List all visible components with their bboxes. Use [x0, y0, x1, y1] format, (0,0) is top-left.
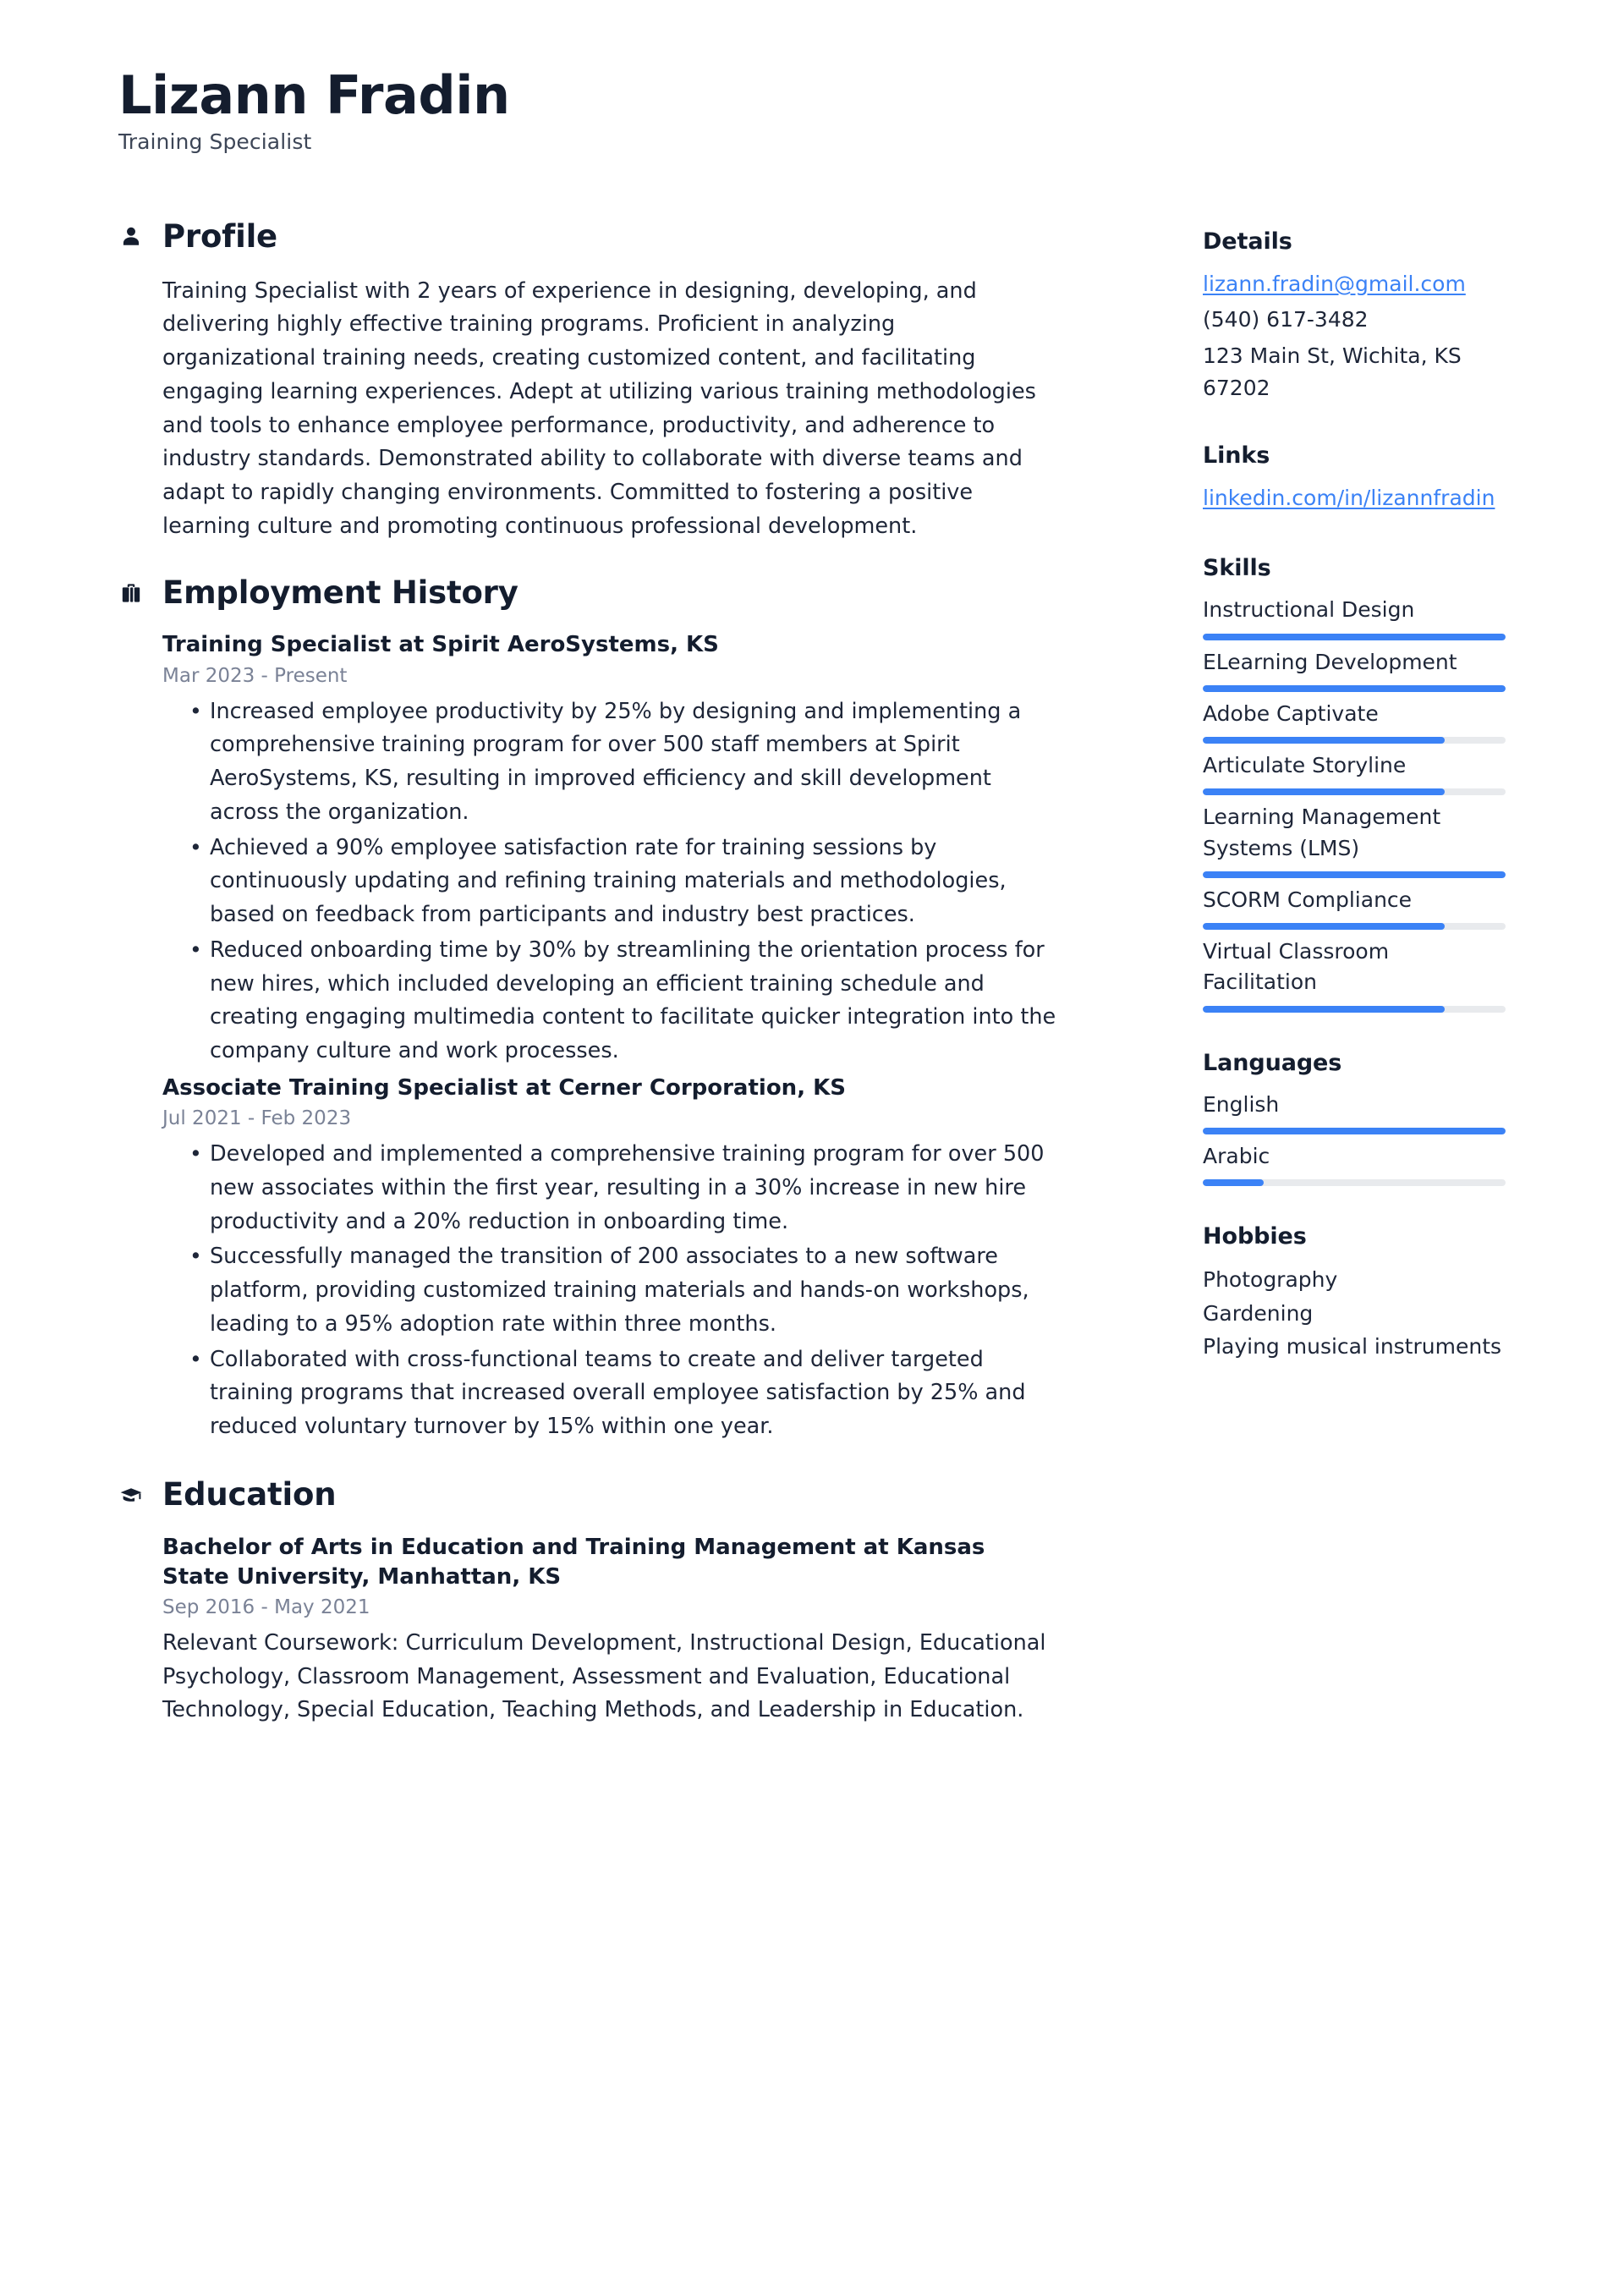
sidebar-languages-block	[1203, 1050, 1506, 1187]
skill-level-fill	[1203, 634, 1506, 640]
sidebar-skills-heading: Skills	[1203, 555, 1271, 582]
employment-entry	[162, 630, 1057, 1068]
skill-label: Instructional Design	[1203, 597, 1415, 623]
address-text: 123 Main St, Wichita, KS 67202	[1203, 343, 1462, 401]
language-label: English	[1203, 1091, 1280, 1117]
sidebar	[1203, 220, 1506, 1401]
section-profile-body	[118, 275, 1057, 544]
employment-entry-title: Associate Training Specialist at Cerner Corporation, KS	[162, 1074, 846, 1101]
section-education-title: Education	[162, 1475, 337, 1513]
language-item	[1203, 1090, 1506, 1134]
bullet-item: • Increased employee productivity by 25% by designing and implementing a comprehensive training program for over 500 staff members at Spirit AeroSystems, KS, resulting in improved efficiency and skill development across the organization.	[162, 695, 1057, 830]
sidebar-skills-block	[1203, 555, 1506, 1012]
education-entry-title: Bachelor of Arts in Education and Training Management at Kansas State University, Manhattan, KS	[162, 1534, 985, 1590]
bullet-item: • Reduced onboarding time by 30% by streamlining the orientation process for new hires, which included developing an efficient training schedule and creating engaging multimedia content to facilitate quicker integration into the company culture and work processes.	[162, 934, 1057, 1068]
language-level-fill	[1203, 1179, 1264, 1186]
skill-level-track	[1203, 788, 1506, 795]
bullet-item: • Developed and implemented a comprehensive training program for over 500 new associates within the first year, resulting in a 30% increase in new hire productivity and a 20% reduction in onboarding time.	[162, 1138, 1057, 1239]
skill-item	[1203, 885, 1506, 930]
skill-item	[1203, 699, 1506, 744]
language-level-track	[1203, 1179, 1506, 1186]
bullet-item: • Collaborated with cross-functional teams to create and deliver targeted training programs that increased overall employee satisfaction by 25% and reduced voluntary turnover by 15% within one year.	[162, 1343, 1057, 1444]
skill-level-track	[1203, 923, 1506, 930]
employment-entry-title: Training Specialist at Spirit AeroSystems, KS	[162, 632, 719, 658]
education-entry-description: Relevant Coursework: Curriculum Development, Instructional Design, Educational Psychology, Classroom Management, Assessment and Evaluation, Educational Technology, Special Education, Teaching Methods, and Leadership in Education.	[162, 1629, 1046, 1723]
section-employment-header	[118, 576, 1057, 611]
bullet-item: • Achieved a 90% employee satisfaction rate for training sessions by continuously updating and refining training materials and methodologies, based on feedback from participants and industry best practices.	[162, 832, 1057, 932]
education-entry-date: Sep 2016 - May 2021	[162, 1596, 370, 1618]
section-employment-body	[118, 630, 1057, 1444]
skill-level-track	[1203, 685, 1506, 692]
section-profile-header	[118, 217, 1057, 255]
skill-item	[1203, 750, 1506, 795]
skill-label: Learning Management Systems (LMS)	[1203, 805, 1441, 860]
skill-label: Articulate Storyline	[1203, 753, 1407, 778]
employment-entry-bullets	[162, 695, 1057, 1068]
skill-level-fill	[1203, 685, 1506, 692]
language-level-fill	[1203, 1128, 1506, 1134]
skill-level-track	[1203, 871, 1506, 878]
section-employment-title: Employment History	[162, 574, 518, 611]
skill-label: SCORM Compliance	[1203, 887, 1413, 912]
candidate-name: Lizann Fradin	[118, 64, 510, 126]
employment-entry-date: Jul 2021 - Feb 2023	[162, 1107, 352, 1130]
employment-entry-bullets	[162, 1138, 1057, 1444]
skill-level-fill	[1203, 788, 1445, 795]
hobby-item: Photography	[1203, 1267, 1338, 1293]
phone-text: (540) 617-3482	[1203, 307, 1369, 332]
skill-level-fill	[1203, 871, 1506, 878]
graduation-cap-icon	[118, 1481, 144, 1508]
resume-body	[118, 217, 1506, 1731]
skill-item	[1203, 647, 1506, 692]
education-entry	[162, 1533, 1057, 1727]
skill-level-fill	[1203, 1006, 1445, 1013]
sidebar-links-heading: Links	[1203, 442, 1270, 469]
skill-label: Adobe Captivate	[1203, 700, 1379, 726]
person-icon	[118, 223, 144, 250]
skill-level-fill	[1203, 737, 1445, 744]
skill-label: Virtual Classroom Facilitation	[1203, 939, 1390, 995]
sidebar-hobbies-block	[1203, 1223, 1506, 1364]
skill-item	[1203, 595, 1506, 640]
language-item	[1203, 1141, 1506, 1186]
section-education	[118, 1475, 1057, 1727]
sidebar-details-heading: Details	[1203, 228, 1292, 255]
main-column	[118, 217, 1057, 1731]
profile-summary-text: Training Specialist with 2 years of experience in designing, developing, and delivering highly effective training programs. Proficient in analyzing organizational training needs, creating customized content, and facilitating engaging learning experiences. Adept at utilizing various training methodologies and tools to enhance employee performance, productivity, and adherence to industry standards. Demonstrated ability to collaborate with diverse teams and adapt to rapidly changing environments. Committed to fostering a positive learning culture and promoting continuous professional development.	[162, 277, 1036, 539]
hobby-item: Playing musical instruments	[1203, 1334, 1502, 1359]
email-link[interactable]: lizann.fradin@gmail.com	[1203, 271, 1466, 296]
briefcase-icon	[118, 579, 144, 607]
skill-level-track	[1203, 634, 1506, 640]
sidebar-hobbies-heading: Hobbies	[1203, 1223, 1307, 1250]
candidate-job-title: Training Specialist	[118, 129, 312, 154]
skill-level-track	[1203, 1006, 1506, 1013]
sidebar-languages-heading: Languages	[1203, 1049, 1342, 1076]
section-education-body	[118, 1533, 1057, 1727]
skill-level-fill	[1203, 923, 1445, 930]
language-label: Arabic	[1203, 1143, 1270, 1168]
linkedin-link[interactable]: linkedin.com/in/lizannfradin	[1203, 485, 1495, 510]
employment-entry-date: Mar 2023 - Present	[162, 664, 348, 687]
section-education-header	[118, 1475, 1057, 1513]
resume-header	[118, 64, 1506, 154]
section-profile-title: Profile	[162, 217, 277, 255]
bullet-item: • Successfully managed the transition of 200 associates to a new software platform, providing customized training materials and hands-on workshops, leading to a 95% adoption rate within three months.	[162, 1240, 1057, 1341]
skill-item	[1203, 802, 1506, 878]
skill-level-track	[1203, 737, 1506, 744]
hobby-item: Gardening	[1203, 1300, 1314, 1326]
language-level-track	[1203, 1128, 1506, 1134]
sidebar-links-block	[1203, 442, 1506, 519]
sidebar-details-block	[1203, 228, 1506, 405]
employment-entry	[162, 1074, 1057, 1444]
section-employment-history	[118, 576, 1057, 1444]
skill-item	[1203, 937, 1506, 1013]
section-profile	[118, 217, 1057, 544]
skill-label: ELearning Development	[1203, 649, 1457, 674]
